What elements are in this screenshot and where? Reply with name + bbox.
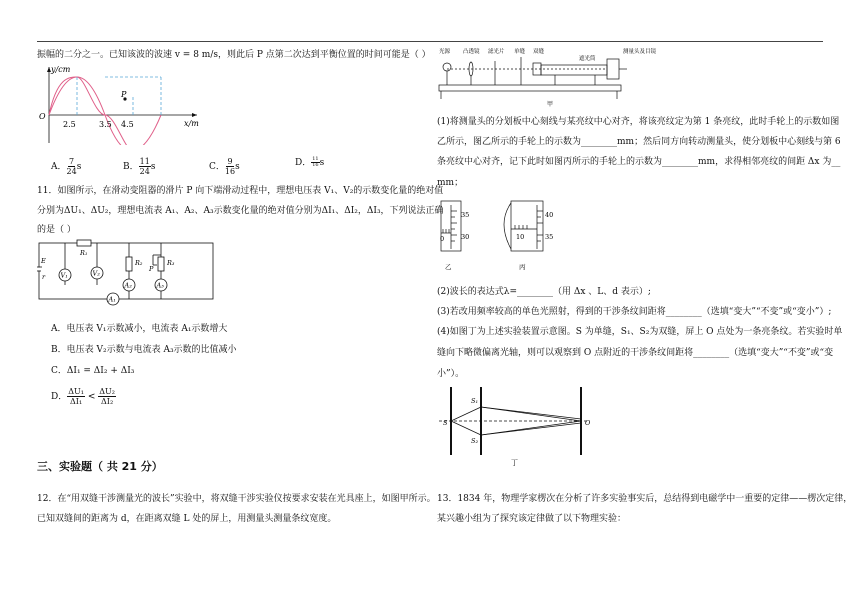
graph-point-label: P: [121, 90, 127, 99]
micrometer-dials: [437, 193, 577, 273]
q10-option-d: D． $\frac{11}{16}$ s: [295, 156, 325, 168]
q12-part1-line3: 条亮纹中心对齐，记下此时如图丙所示的手轮上的示数为________mm，求得相邻亮纹的间距 Δx 为__: [437, 157, 841, 167]
q13-line1: 13．1834 年，物理学家楞次在分析了许多实验事实后，总结得到电磁学中一重要的定律——楞次定律，: [437, 494, 853, 504]
app-label-single: 单缝: [514, 49, 526, 55]
dial-bing-35: 35: [545, 233, 554, 241]
dial-bing-caption: 丙: [519, 263, 526, 271]
q12-part4-line3: 小”）。: [437, 369, 465, 379]
q11-option-a: A．电压表 V₁示数减小，电流表 A₁示数增大: [51, 324, 228, 334]
app-caption: 甲: [547, 101, 554, 107]
dial-yi-30: 30: [461, 233, 470, 241]
q12-part1-line4: mm；: [437, 178, 464, 188]
graph-ylabel: y/cm: [51, 65, 71, 74]
circuit-diagram: [37, 239, 237, 309]
apparatus-figure: [437, 47, 677, 107]
q11-option-c: C．ΔI₁ = ΔI₂ + ΔI₃: [51, 366, 135, 376]
app-label-tube: 遮光筒: [579, 56, 596, 62]
circuit-e: E: [41, 257, 46, 265]
dial-bing-40: 40: [545, 211, 554, 219]
ding-o: O: [585, 419, 591, 427]
graph-tick-3: 4.5: [121, 120, 134, 129]
q10-option-a: A． $\frac{7}{24}$ s: [51, 157, 82, 176]
ding-s1: S₁: [471, 397, 479, 405]
circuit-a3: A₃: [156, 281, 164, 290]
wave-graph: [37, 63, 202, 145]
ding-caption: 丁: [511, 459, 518, 467]
q12-part1-line2: 乙所示，图乙所示的手轮上的示数为________mm；然后同方向转动测量头，使分划板中心刻线与第 6: [437, 137, 841, 147]
q10-option-b: B． $\frac{11}{24}$ s: [123, 157, 156, 176]
app-label-lens: 凸透镜: [463, 49, 480, 55]
header-rule: [37, 41, 823, 42]
q11-stem-2: 分别为ΔU₁、ΔU₂，理想电流表 A₁、A₂、A₃示数变化量的绝对值分别为ΔI₁、ΔI₂，ΔI₃，下列说法正确: [37, 206, 444, 216]
q11-option-d: D． $\frac{\text{ΔU₁}}{\text{ΔI₁}}$ < $\frac{\text{ΔU₂}}{\text{ΔI₂}}$: [51, 387, 115, 406]
q12-part2: (2)波长的表达式λ=________（用 Δx 、L、d 表示）;: [437, 287, 651, 297]
app-label-light: 光源: [439, 49, 451, 55]
q13-line2: 某兴趣小组为了探究该定律做了以下物理实验：: [437, 514, 627, 524]
q12-part4-line1: (4)如图丁为上述实验装置示意图。S 为单缝，S₁、S₂为双缝，屏上 O 点处为一条亮条纹。若实验时单: [437, 327, 843, 337]
graph-origin: O: [39, 112, 46, 121]
dial-yi-caption: 乙: [445, 263, 452, 271]
circuit-r3: R₃: [167, 259, 175, 267]
dial-yi-35: 35: [461, 211, 470, 219]
dial-bing-10: 10: [516, 233, 525, 241]
circuit-a1: A₁: [108, 295, 116, 304]
q12-part3: (3)若改用频率较高的单色光照射，得到的干涉条纹间距将________（选填“变大”“不变”或“变小”）;: [437, 307, 832, 317]
q11-stem-3: 的是（ ）: [37, 225, 76, 235]
circuit-r: r: [42, 273, 46, 281]
app-label-filter: 滤光片: [488, 49, 505, 55]
circuit-p: P: [149, 265, 154, 273]
q11-option-b: B．电压表 V₂示数与电流表 A₃示数的比值减小: [51, 345, 237, 355]
graph-tick-1: 2.5: [63, 120, 76, 129]
q12-stem-1: 12．在“用双缝干涉测量光的波长”实验中，将双缝干涉实验仪按要求安装在光具座上，如图甲所示。: [37, 494, 436, 504]
double-slit-figure: [437, 383, 607, 467]
app-label-head: 测量头及目镜: [623, 49, 657, 55]
q10-stem: 振幅的二分之一。已知该波的波速 v = 8 m/s，则此后 P 点第二次达到平衡位置的时间可能是（ ）: [37, 50, 431, 60]
graph-xlabel: x/m: [184, 119, 199, 128]
circuit-v2: V₂: [92, 269, 100, 278]
q12-stem-2: 已知双缝间的距离为 d，在距离双缝 L 处的屏上，用测量头测量条纹宽度。: [37, 514, 337, 524]
section-3-heading: 三、实验题（ 共 21 分）: [37, 460, 163, 473]
q12-part1-line1: (1)将测量头的分划板中心刻线与某亮纹中心对齐，将该亮纹定为第 1 条亮纹，此时手轮上的示数如图: [437, 117, 840, 127]
ding-s2: S₂: [471, 437, 479, 445]
circuit-r2: R₂: [135, 259, 143, 267]
circuit-v1: V₁: [60, 271, 68, 280]
circuit-a2: A₂: [124, 281, 132, 290]
q11-stem-1: 11．如图所示，在滑动变阻器的滑片 P 向下端滑动过程中，理想电压表 V₁、V₂的示数变化量的绝对值: [37, 186, 444, 196]
app-label-double: 双缝: [533, 49, 545, 55]
q10-option-c: C． $\frac{9}{16}$ s: [209, 157, 240, 176]
graph-tick-2: 3.5: [99, 120, 112, 129]
circuit-r1: R₁: [80, 249, 88, 257]
dial-yi-0: 0: [440, 235, 445, 243]
ding-s: S: [443, 419, 448, 427]
q12-part4-line2: 缝向下略微偏离光轴，则可以观察到 O 点附近的干涉条纹间距将________（选填“变大”“不变”或“变: [437, 348, 834, 358]
